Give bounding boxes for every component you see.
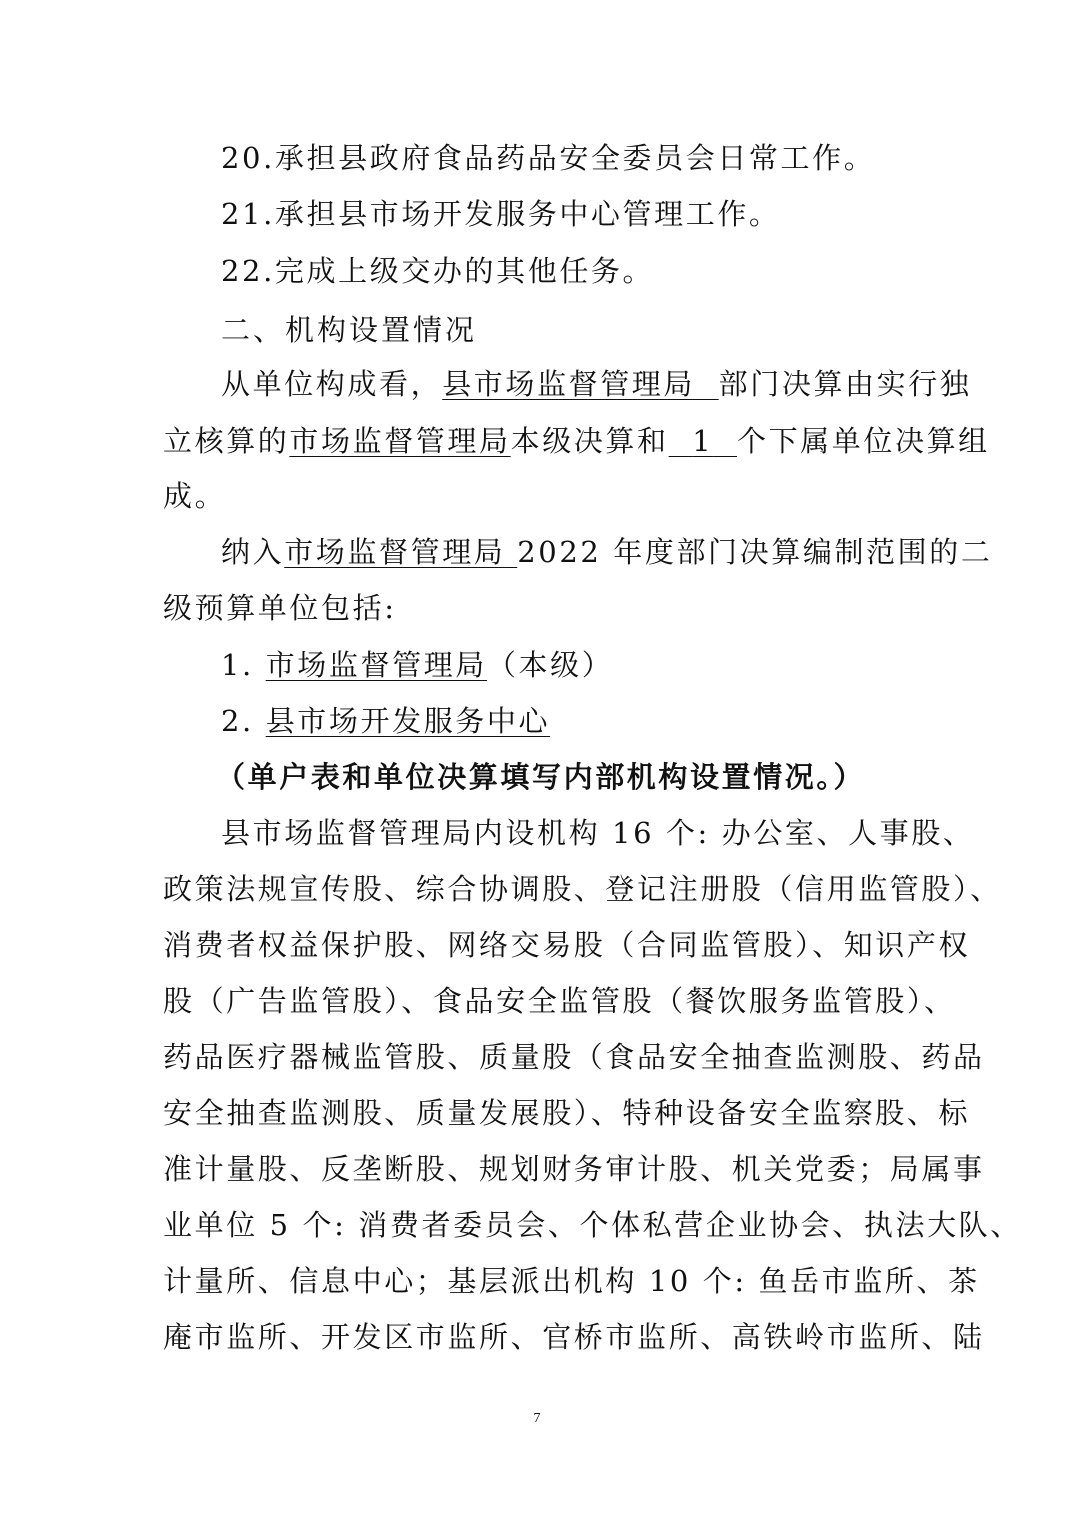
unit-name: 市场监督管理局 [265, 648, 487, 682]
underlined-unit-name: 市场监督管理局 [284, 535, 506, 569]
structure-line-7: 准计量股、反垄断股、规划财务审计股、机关党委；局属事 [163, 1152, 985, 1186]
unit-list-item-1 [221, 645, 923, 685]
composition-text: 立核算的 [163, 424, 290, 458]
composition-text: 部门决算由实行独 [718, 367, 972, 401]
note-line: （单户表和单位决算填写内部机构设置情况。） [216, 760, 866, 794]
structure-line-4: 股（广告监管股）、食品安全监管股（餐饮服务监管股）、 [163, 984, 956, 1018]
composition-line-3: 成。 [163, 479, 227, 513]
underline-blank [695, 367, 719, 401]
sub-count-value: 1 [692, 424, 714, 458]
structure-line-1: 县市场监督管理局内设机构 16 个: 办公室、人事股、 [221, 816, 975, 850]
unit-prefix: 1. [221, 648, 254, 682]
underline-blank [505, 535, 517, 569]
composition-text: 个下属单位决算组 [736, 424, 990, 458]
structure-line-5: 药品医疗器械监管股、质量股（食品安全抽查监测股、药品 [163, 1040, 985, 1074]
scope-text: 2022 年度部门决算编制范围的二 [517, 535, 993, 569]
structure-line-6: 安全抽查监测股、质量发展股）、特种设备安全监察股、标 [163, 1096, 971, 1130]
unit-list-item-2 [221, 701, 923, 741]
scope-line-2: 级预算单位包括: [163, 591, 397, 625]
structure-line-8: 业单位 5 个: 消费者委员会、个体私营企业协会、执法大队、 [163, 1208, 1022, 1242]
unit-name: 县市场开发服务中心 [265, 704, 551, 738]
page-number: 7 [533, 1411, 541, 1426]
unit-suffix: （本级） [486, 648, 614, 682]
duty-item-22: 22.完成上级交办的其他任务。 [221, 254, 655, 288]
scope-line-1 [221, 532, 993, 572]
structure-line-10: 庵市监所、开发区市监所、官桥市监所、高铁岭市监所、陆 [163, 1320, 985, 1354]
composition-line-2 [163, 421, 990, 461]
underlined-unit-name: 市场监督管理局 [289, 424, 511, 458]
composition-line-1 [221, 364, 972, 404]
structure-line-2: 政策法规宣传股、综合协调股、登记注册股（信用监管股）、 [163, 872, 1002, 906]
structure-line-9: 计量所、信息中心；基层派出机构 10 个: 鱼岳市监所、茶 [163, 1264, 980, 1298]
composition-text: 从单位构成看， [221, 367, 443, 401]
composition-text: 本级决算和 [510, 424, 669, 458]
underlined-sub-count [669, 424, 737, 458]
underlined-unit-name: 县市场监督管理局 [442, 367, 696, 401]
unit-prefix: 2. [221, 704, 254, 738]
section-heading: 二、机构设置情况 [221, 313, 478, 347]
duty-item-21: 21.承担县市场开发服务中心管理工作。 [221, 197, 781, 231]
duty-item-20: 20.承担县政府食品药品安全委员会日常工作。 [221, 141, 876, 175]
scope-text: 纳入 [221, 535, 285, 569]
structure-line-3: 消费者权益保护股、网络交易股（合同监管股）、知识产权 [163, 928, 971, 962]
